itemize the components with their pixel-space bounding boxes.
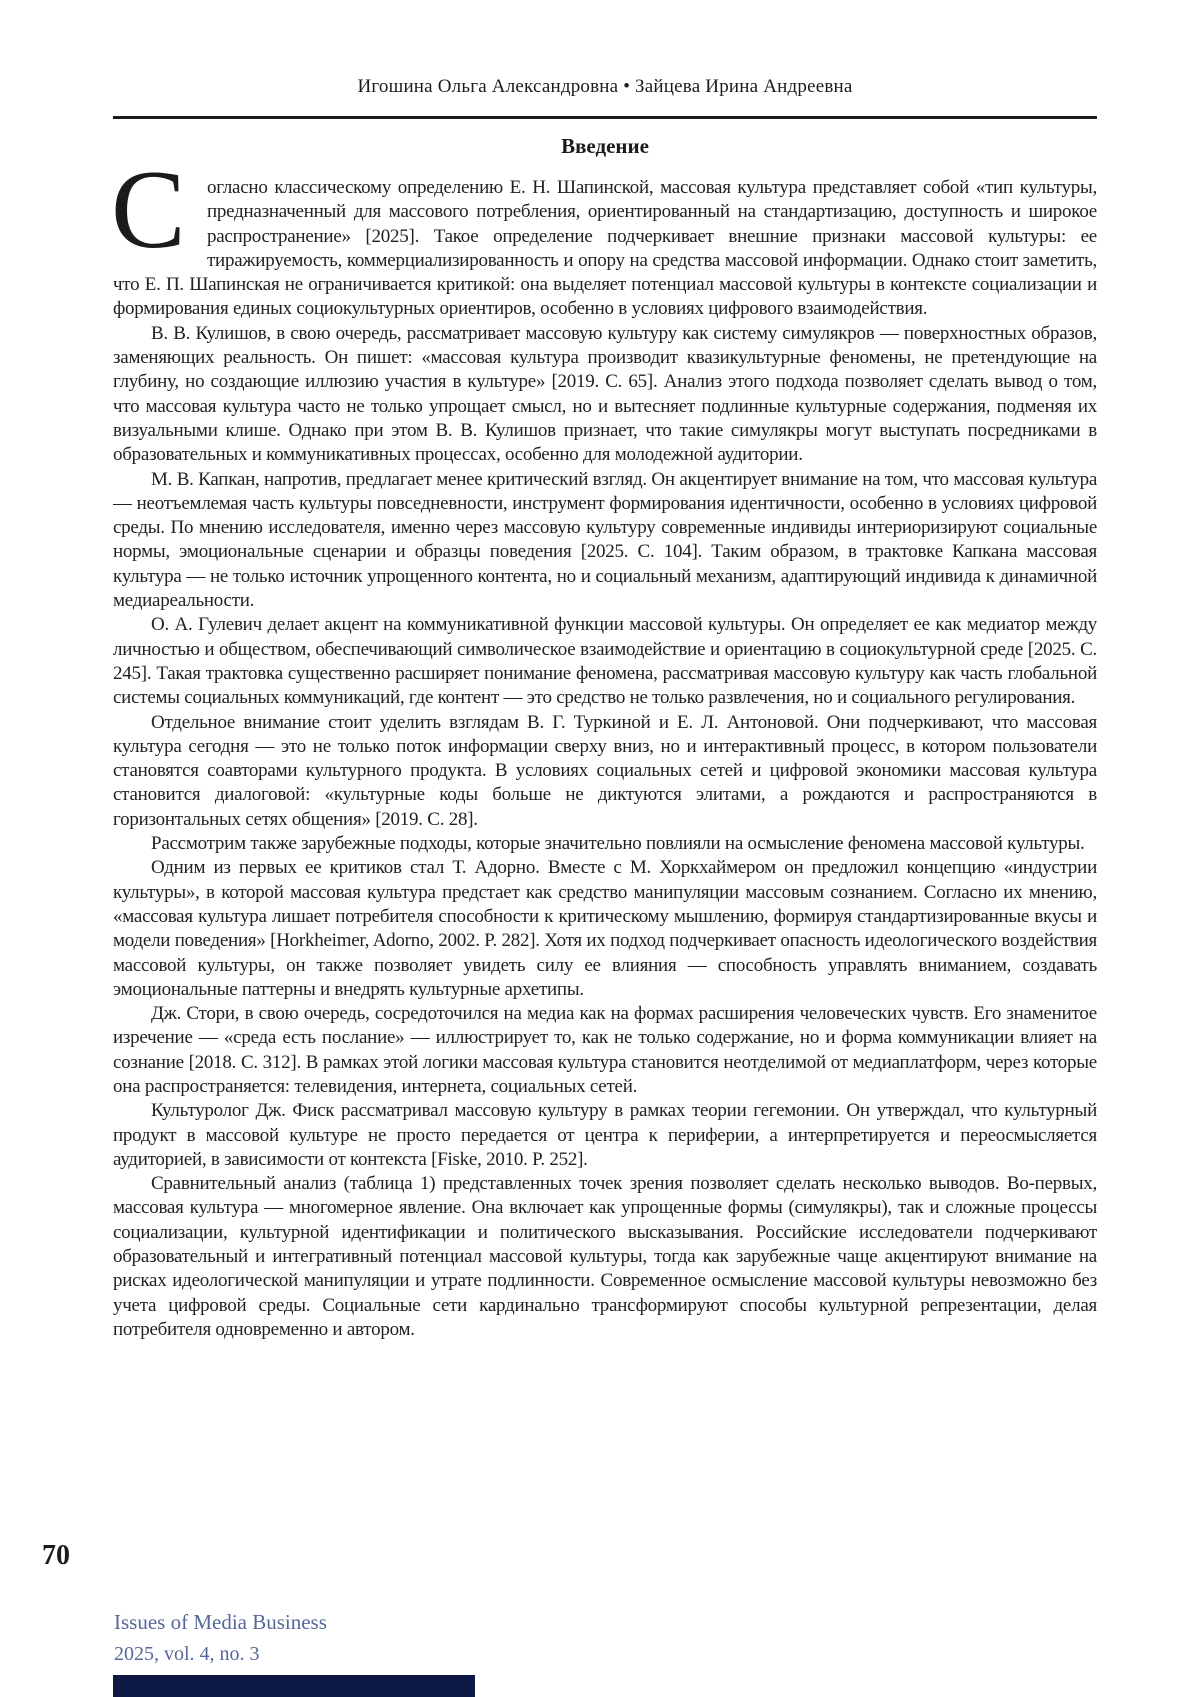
journal-issue-info: 2025, vol. 4, no. 3 bbox=[114, 1643, 260, 1665]
body-paragraph: М. В. Капкан, напротив, предлагает менее критический взгляд. Он акцентирует внимание на том, что массовая культура — неотъемлемая часть культуры повседневности, инструмент формирования идентичности, особенно в условиях цифровой среды. По мнению исследователя, именно через массовую культуру современные индивиды интериоризируют социальные нормы, эмоциональные сценарии и образцы поведения [2025. С. 104]. Таким образом, в трактовке Капкана массовая культура — не только источник упрощенного контента, но и социальный механизм, адаптирующий индивида к динамичной медиареальности. bbox=[113, 468, 1097, 612]
body-paragraph: Отдельное внимание стоит уделить взглядам В. Г. Туркиной и Е. Л. Антоновой. Они подчеркивают, что массовая культура сегодня — это не только поток информации сверху вниз, но и интерактивный процесс, в котором пользователи становятся соавторами культурного продукта. В условиях социальных сетей и цифровой экономики массовая культура становится диалоговой: «культурные коды больше не диктуются элитами, а рождаются и распространяются в горизонтальных сетях общения» [2019. С. 28]. bbox=[113, 711, 1097, 830]
body-paragraph: Культуролог Дж. Фиск рассматривал массовую культуру в рамках теории гегемонии. Он утверждал, что культурный продукт в массовой культуре не просто передается от центра к периферии, а интерпретируется и переосмысляется аудиторией, в зависимости от контекста [Fiske, 2010. P. 252]. bbox=[113, 1100, 1097, 1170]
page-number: 70 bbox=[42, 1540, 70, 1571]
body-paragraph: Рассмотрим также зарубежные подходы, которые значительно повлияли на осмысление феномена массовой культуры. bbox=[151, 833, 1085, 855]
body-paragraph: О. А. Гулевич делает акцент на коммуникативной функции массовой культуры. Он определяет ее как медиатор между личностью и обществом, обеспечивающий символическое взаимодействие и ориентацию в социокультурной среде [2025. С. 245]. Такая трактовка существенно расширяет понимание феномена, рассматривая массовую культуру как часть глобальной системы социальных коммуникаций, где контент — это средство не только развлечения, но и социального регулирования. bbox=[113, 614, 1097, 709]
paragraph-text: огласно классическому определению Е. Н. Шапинской, массовая культура представляет собой «тип культуры, предназначенный для массового потребления, ориентированный на стандартизацию, доступность и широкое распространение» [2025]. Такое определение подчеркивает внешние признаки массовой культуры: ее тиражируемость, коммерциализированность и опору на средства массовой информации. Однако стоит заметить, что Е. П. Шапинская не ограничивается критикой: она выделяет потенциал массовой культуры в контексте социализации и формирования единых социокультурных ориентиров, особенно в условиях цифрового взаимодействия. bbox=[113, 177, 1097, 320]
body-paragraph: Сравнительный анализ (таблица 1) представленных точек зрения позволяет сделать несколько выводов. Во-первых, массовая культура — многомерное явление. Она включает как упрощенные формы (симулякры), так и сложные процессы социализации, культурной идентификации и политического высказывания. Российские исследователи подчеркивают образовательный и интегративный потенциал массовой культуры, тогда как зарубежные чаще акцентируют внимание на рисках идеологической манипуляции и утрате подлинности. Современное осмысление массовой культуры невозможно без учета цифровой среды. Социальные сети кардинально трансформируют способы культурной репрезентации, делая потребителя одновременно и автором. bbox=[113, 1173, 1097, 1340]
journal-name: Issues of Media Business bbox=[114, 1610, 327, 1634]
body-paragraph: В. В. Кулишов, в свою очередь, рассматривает массовую культуру как систему симулякров — поверхностных образов, заменяющих реальность. Он пишет: «массовая культура производит квазикультурные феномены, не претендующие на глубину, но создающие иллюзию участия в культуре» [2019. С. 65]. Анализ этого подхода позволяет сделать вывод о том, что массовая культура часто не только упрощает смысл, но и вытесняет подлинные культурные содержания, подменяя их визуальными клише. Однако при этом В. В. Кулишов признает, что такие симулякры могут выступать посредниками в образовательных и коммуникативных процессах, особенно для молодежной аудитории. bbox=[113, 322, 1097, 466]
section-title: Введение bbox=[561, 134, 649, 158]
body-paragraph: Дж. Стори, в свою очередь, сосредоточился на медиа как на формах расширения человеческих чувств. Его знаменитое изречение — «среда есть послание» — иллюстрирует то, как не только содержание, но и форма коммуникации влияет на сознание [2018. С. 312]. В рамках этой логики массовая культура становится неотделимой от медиаплатформ, через которые она распространяется: телевидения, интернета, социальных сетей. bbox=[113, 1003, 1097, 1097]
body-paragraph: Одним из первых ее критиков стал Т. Адорно. Вместе с М. Хоркхаймером он предложил концепцию «индустрии культуры», в которой массовая культура предстает как средство манипуляции массовым сознанием. Согласно их мнению, «массовая культура лишает потребителя способности к критическому мышлению, формируя стандартизированные вкусы и модели поведения» [Horkheimer, Adorno, 2002. P. 282]. Хотя их подход подчеркивает опасность идеологического воздействия массовой культуры, он также позволяет увидеть силу ее влияния — способность управлять вниманием, создавать эмоциональные паттерны и внедрять культурные архетипы. bbox=[113, 857, 1097, 1000]
body-paragraph bbox=[113, 176, 1097, 322]
article-body bbox=[113, 176, 1097, 1600]
footer-accent-bar bbox=[113, 1675, 475, 1697]
running-head-authors: Игошина Ольга Александровна • Зайцева Ирина Андреевна bbox=[357, 76, 853, 97]
header-rule bbox=[113, 116, 1097, 119]
drop-cap: С bbox=[111, 148, 186, 272]
drop-cap-spacer bbox=[113, 176, 207, 249]
journal-footer bbox=[114, 1606, 327, 1670]
